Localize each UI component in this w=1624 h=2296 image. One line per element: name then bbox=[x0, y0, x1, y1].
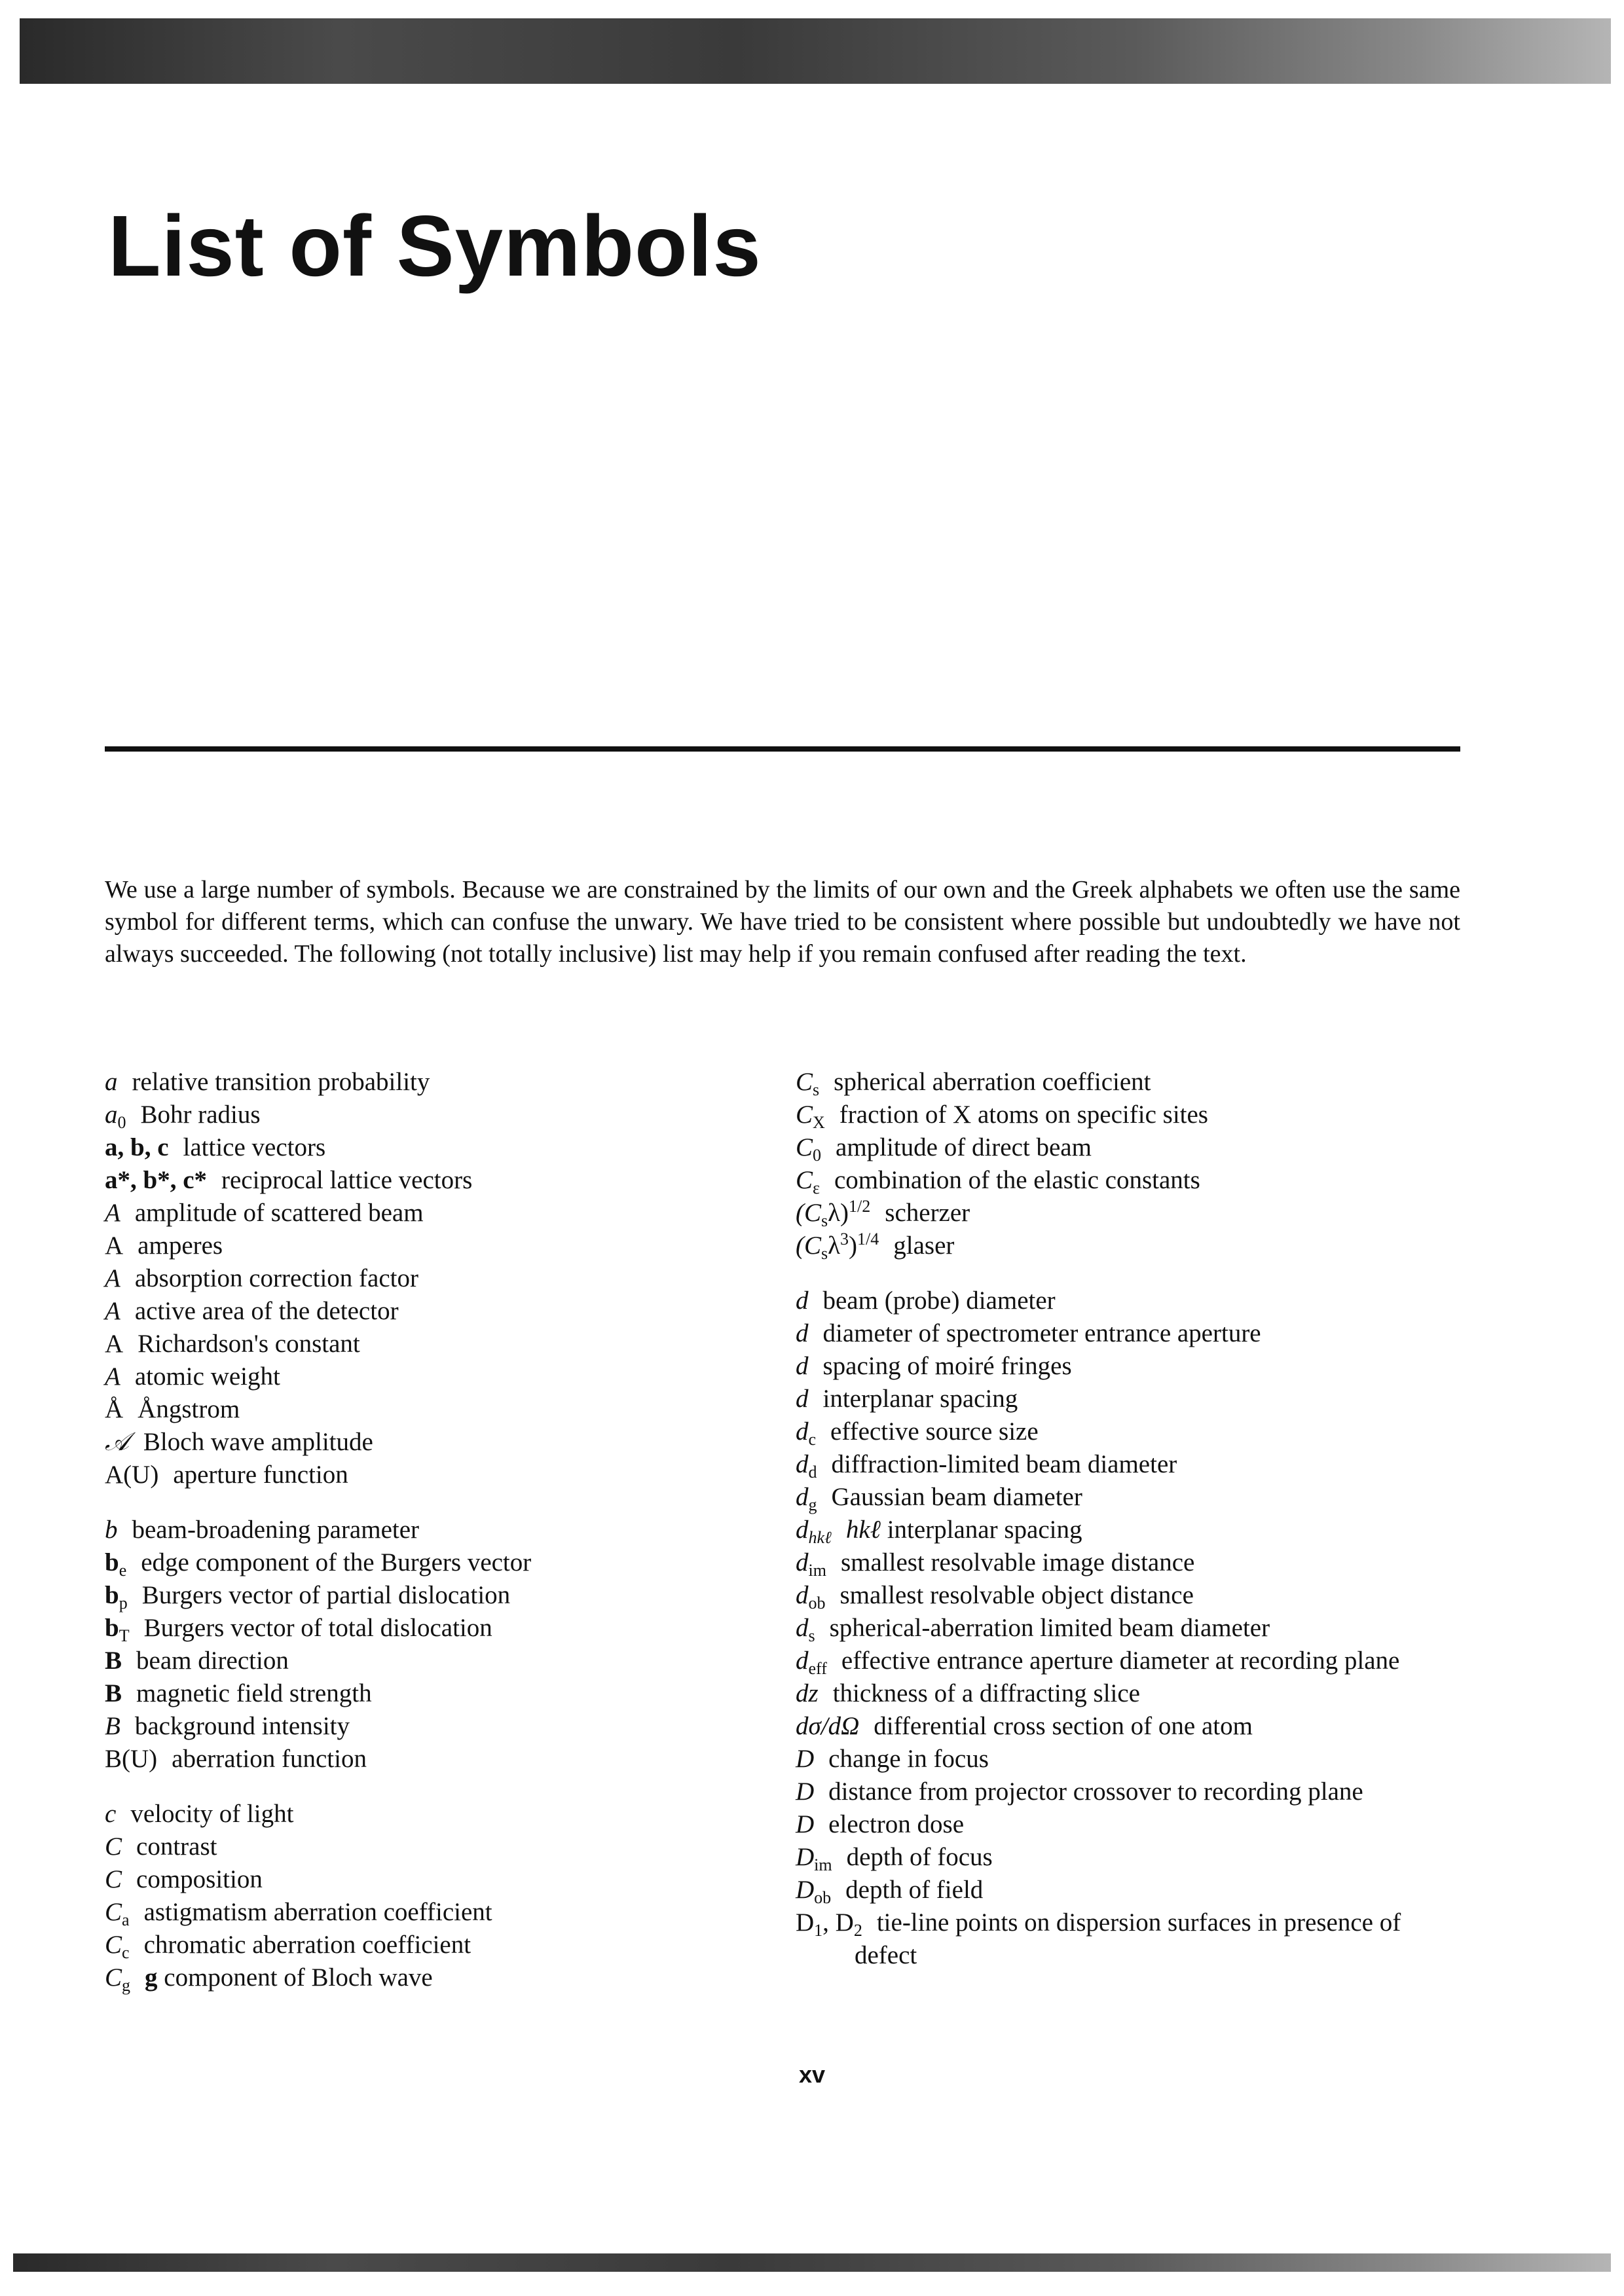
symbol-description: diameter of spectrometer entrance aperture bbox=[822, 1319, 1261, 1347]
intro-paragraph: We use a large number of symbols. Because we are constrained by the limits of our own and the Greek alphabets we often use the same symbol for different terms, which can confuse the unwary. We have tried to be consistent where possible but undoubtedly we have not always succeeded. The following (not totally inclusive) list may help if you remain confused after reading the text. bbox=[105, 876, 1460, 968]
symbol-entry bbox=[105, 1929, 773, 1961]
symbol: $C_0$ bbox=[796, 1133, 822, 1165]
symbol-entry bbox=[796, 1415, 1464, 1448]
symbol-entry bbox=[796, 1645, 1464, 1677]
symbol-description: smallest resolvable object distance bbox=[840, 1581, 1194, 1609]
symbol-entry bbox=[105, 1328, 773, 1360]
symbol-entry bbox=[796, 1677, 1464, 1710]
symbol: $D_1$, $D_2$ bbox=[796, 1908, 862, 1940]
symbol-column-right bbox=[796, 1066, 1464, 1994]
symbol: D bbox=[796, 1777, 815, 1806]
symbol: A bbox=[105, 1264, 120, 1292]
symbol: A bbox=[105, 1231, 124, 1260]
symbol: B bbox=[105, 1679, 122, 1707]
symbol-description: fraction of X atoms on specific sites bbox=[839, 1101, 1208, 1129]
symbol-entry bbox=[796, 1546, 1464, 1579]
symbol-description: background intensity bbox=[134, 1712, 350, 1740]
symbol-description: amplitude of direct beam bbox=[836, 1133, 1092, 1161]
symbol: $d_{eff}$ bbox=[796, 1647, 827, 1678]
symbol-description: active area of the detector bbox=[134, 1297, 399, 1325]
symbol-entry bbox=[796, 1514, 1464, 1546]
symbol-entry bbox=[105, 1831, 773, 1863]
symbol-description: lattice vectors bbox=[183, 1133, 326, 1161]
symbol: dσ/dΩ bbox=[796, 1712, 860, 1740]
symbol-entry bbox=[105, 1131, 773, 1164]
symbol-entry bbox=[796, 1197, 1464, 1230]
symbol-entry bbox=[105, 1295, 773, 1328]
symbol: d bbox=[796, 1385, 809, 1413]
symbol-description: amperes bbox=[138, 1231, 223, 1260]
symbol: $d_c$ bbox=[796, 1417, 817, 1449]
symbol: B(U) bbox=[105, 1745, 158, 1773]
page-title: List of Symbols bbox=[108, 198, 762, 294]
symbol-entry bbox=[105, 1393, 773, 1426]
symbol: $C_a$ bbox=[105, 1898, 130, 1929]
symbol: $(C_s\lambda^3)^{1/4}$ bbox=[796, 1230, 879, 1263]
symbol-description: relative transition probability bbox=[132, 1068, 430, 1096]
symbol: dz bbox=[796, 1679, 819, 1707]
symbol: A bbox=[105, 1199, 120, 1227]
symbol-description: Bohr radius bbox=[140, 1101, 261, 1129]
symbol: a bbox=[105, 1068, 118, 1096]
symbol-column-left bbox=[105, 1066, 773, 2016]
symbol: $b_T$ bbox=[105, 1614, 130, 1645]
symbol: Å bbox=[105, 1395, 124, 1423]
symbol-description: astigmatism aberration coefficient bbox=[143, 1898, 492, 1926]
symbol: $d_d$ bbox=[796, 1450, 817, 1482]
symbol-entry bbox=[105, 1710, 773, 1743]
symbol-description: composition bbox=[136, 1865, 263, 1893]
symbol-entry bbox=[105, 1677, 773, 1710]
symbol-description: spherical aberration coefficient bbox=[834, 1068, 1151, 1096]
symbol: B bbox=[105, 1712, 120, 1740]
symbol: D bbox=[796, 1745, 815, 1773]
symbol-description: Ångstrom bbox=[138, 1395, 240, 1423]
symbol: a*, b*, c* bbox=[105, 1166, 207, 1194]
symbol: $C_\varepsilon$ bbox=[796, 1166, 820, 1197]
symbol-entry bbox=[796, 1131, 1464, 1164]
symbol: A bbox=[105, 1330, 124, 1358]
symbol-entry bbox=[105, 1459, 773, 1491]
symbol-description: absorption correction factor bbox=[134, 1264, 418, 1292]
symbol: $d_g$ bbox=[796, 1483, 817, 1514]
symbol-description: change in focus bbox=[828, 1745, 989, 1773]
symbol-description: Burgers vector of total dislocation bbox=[143, 1614, 492, 1642]
symbol-entry bbox=[796, 1164, 1464, 1197]
symbol: $D_{ob}$ bbox=[796, 1876, 832, 1907]
symbol-description: effective entrance aperture diameter at recording plane bbox=[841, 1647, 1400, 1675]
symbol-entry bbox=[105, 1514, 773, 1546]
top-scan-band bbox=[20, 18, 1611, 84]
symbol-group-d bbox=[796, 1285, 1464, 1972]
symbol-entry bbox=[105, 1961, 773, 1994]
symbol-entry bbox=[105, 1743, 773, 1776]
symbol-description: contrast bbox=[136, 1832, 217, 1861]
symbol: B bbox=[105, 1647, 122, 1675]
symbol-entry bbox=[796, 1350, 1464, 1383]
symbol-entry bbox=[105, 1798, 773, 1831]
symbol-entry bbox=[105, 1230, 773, 1262]
symbol: d bbox=[796, 1286, 809, 1315]
symbol-description: depth of field bbox=[845, 1876, 984, 1904]
symbol-description: spacing of moiré fringes bbox=[822, 1352, 1072, 1380]
symbol: $d_{hk\ell}$ bbox=[796, 1516, 832, 1547]
symbol-description: Bloch wave amplitude bbox=[143, 1428, 373, 1456]
symbol-entry bbox=[105, 1863, 773, 1896]
symbol-entry bbox=[796, 1230, 1464, 1262]
symbol: $a_0$ bbox=[105, 1101, 126, 1132]
symbol-entry bbox=[796, 1285, 1464, 1317]
symbol-entry bbox=[105, 1426, 773, 1459]
symbol: $d_s$ bbox=[796, 1614, 815, 1645]
symbol: $C_s$ bbox=[796, 1068, 820, 1099]
page-number: xv bbox=[798, 2061, 826, 2088]
symbol-description: beam direction bbox=[136, 1647, 289, 1675]
bottom-scan-band bbox=[13, 2253, 1611, 2272]
symbol: C bbox=[105, 1865, 122, 1893]
symbol: c bbox=[105, 1800, 117, 1828]
symbol-description: Richardson's constant bbox=[138, 1330, 360, 1358]
symbol: d bbox=[796, 1319, 809, 1347]
symbol: $(C_s\lambda)^{1/2}$ bbox=[796, 1197, 871, 1230]
symbol-description: Gaussian beam diameter bbox=[831, 1483, 1082, 1511]
symbol-entry bbox=[796, 1743, 1464, 1776]
symbol-entry bbox=[796, 1808, 1464, 1841]
symbol-entry bbox=[105, 1896, 773, 1929]
symbol-description: depth of focus bbox=[846, 1843, 993, 1871]
symbol-description: tie-line points on dispersion surfaces in presence of defect bbox=[855, 1908, 1401, 1969]
symbol-description: Burgers vector of partial dislocation bbox=[141, 1581, 511, 1609]
symbol: $d_{im}$ bbox=[796, 1548, 826, 1580]
symbol: A bbox=[105, 1297, 120, 1325]
symbol-group-b bbox=[105, 1514, 773, 1776]
symbol-description: beam (probe) diameter bbox=[822, 1286, 1056, 1315]
symbol-entry bbox=[796, 1383, 1464, 1415]
symbol-entry bbox=[105, 1066, 773, 1099]
symbol: C bbox=[105, 1832, 122, 1861]
symbol-entry bbox=[105, 1645, 773, 1677]
symbol-description: electron dose bbox=[828, 1810, 964, 1838]
symbol-description: g component of Bloch wave bbox=[145, 1963, 433, 1992]
symbol-entry bbox=[105, 1197, 773, 1230]
symbol-entry bbox=[796, 1481, 1464, 1514]
symbol-group-a bbox=[105, 1066, 773, 1491]
symbol-description: spherical-aberration limited beam diameter bbox=[829, 1614, 1270, 1642]
symbol-description: smallest resolvable image distance bbox=[840, 1548, 1195, 1576]
symbol-description: differential cross section of one atom bbox=[874, 1712, 1253, 1740]
symbol-entry bbox=[796, 1448, 1464, 1481]
symbol: $D_{im}$ bbox=[796, 1843, 832, 1874]
symbol-description: aberration function bbox=[172, 1745, 367, 1773]
symbol-description: amplitude of scattered beam bbox=[134, 1199, 424, 1227]
symbol-entry bbox=[105, 1164, 773, 1197]
symbol-description: aperture function bbox=[173, 1461, 348, 1489]
symbol: $C_c$ bbox=[105, 1931, 130, 1962]
symbol-entry bbox=[796, 1906, 1464, 1972]
symbol: $b_e$ bbox=[105, 1548, 127, 1580]
symbol-entry bbox=[796, 1841, 1464, 1874]
symbol: $d_{ob}$ bbox=[796, 1581, 826, 1613]
symbol-description: beam-broadening parameter bbox=[132, 1516, 420, 1544]
symbol-description: hkℓ interplanar spacing bbox=[845, 1516, 1082, 1544]
symbol-entry bbox=[105, 1579, 773, 1612]
symbol: $C_X$ bbox=[796, 1101, 825, 1132]
symbol: d bbox=[796, 1352, 809, 1380]
symbol-description: interplanar spacing bbox=[822, 1385, 1018, 1413]
symbol: 𝒜 bbox=[105, 1427, 129, 1457]
symbol-entry bbox=[796, 1612, 1464, 1645]
symbol-description: reciprocal lattice vectors bbox=[221, 1166, 473, 1194]
symbol-description: velocity of light bbox=[130, 1800, 294, 1828]
symbol-description: distance from projector crossover to recording plane bbox=[828, 1777, 1363, 1806]
title-rule bbox=[105, 746, 1460, 752]
symbol-description: combination of the elastic constants bbox=[834, 1166, 1200, 1194]
symbol-entry bbox=[105, 1546, 773, 1579]
symbol-entry bbox=[105, 1612, 773, 1645]
symbol-description: atomic weight bbox=[134, 1362, 280, 1391]
symbol-entry bbox=[105, 1360, 773, 1393]
symbol: b bbox=[105, 1516, 118, 1544]
symbol: A bbox=[105, 1362, 120, 1391]
symbol-entry bbox=[796, 1776, 1464, 1808]
symbol-description: diffraction-limited beam diameter bbox=[831, 1450, 1177, 1478]
symbol-description: chromatic aberration coefficient bbox=[143, 1931, 471, 1959]
symbol-entry bbox=[796, 1579, 1464, 1612]
symbol-description: thickness of a diffracting slice bbox=[832, 1679, 1140, 1707]
symbol-description: edge component of the Burgers vector bbox=[141, 1548, 532, 1576]
symbol-entry bbox=[796, 1874, 1464, 1906]
symbol: $C_g$ bbox=[105, 1963, 131, 1995]
symbol-description: glaser bbox=[893, 1231, 955, 1260]
symbol: D bbox=[796, 1810, 815, 1838]
symbol-entry bbox=[796, 1099, 1464, 1131]
symbol: A(U) bbox=[105, 1461, 159, 1489]
symbol-group-c bbox=[105, 1798, 773, 1994]
symbol-group-c-cont bbox=[796, 1066, 1464, 1262]
symbol-entry bbox=[796, 1066, 1464, 1099]
symbol-entry bbox=[105, 1099, 773, 1131]
symbol-entry bbox=[105, 1262, 773, 1295]
symbol-entry bbox=[796, 1317, 1464, 1350]
symbol: a, b, c bbox=[105, 1133, 169, 1161]
symbol-description: effective source size bbox=[830, 1417, 1039, 1446]
symbol: $b_p$ bbox=[105, 1581, 128, 1613]
symbol-description: scherzer bbox=[885, 1199, 970, 1227]
symbol-entry bbox=[796, 1710, 1464, 1743]
symbol-description: magnetic field strength bbox=[136, 1679, 372, 1707]
